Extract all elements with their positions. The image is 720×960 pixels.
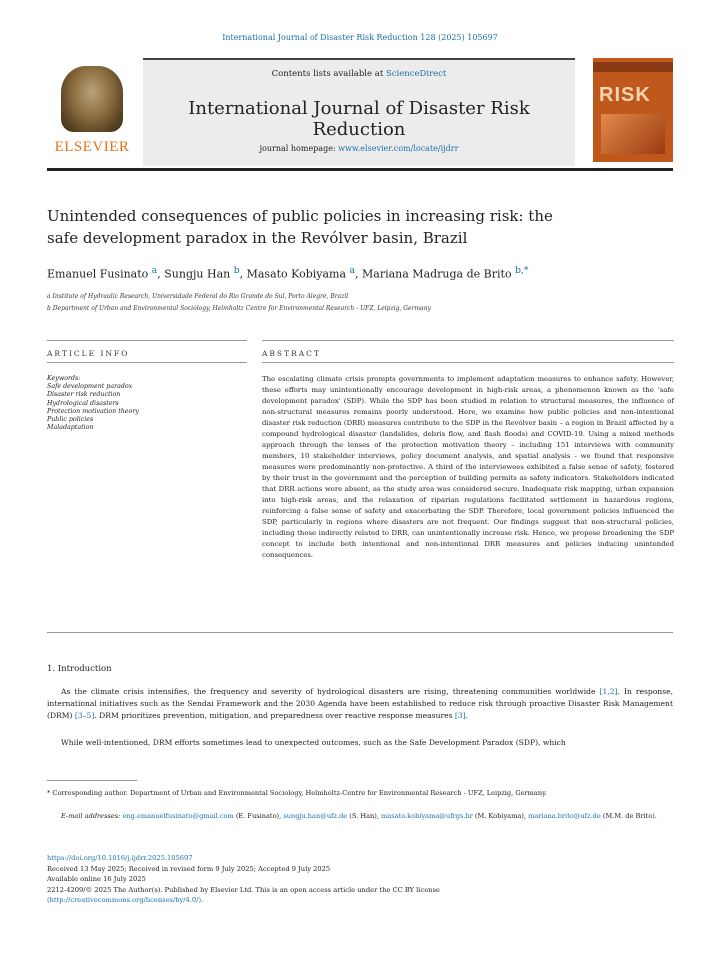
author-affiliation-mark[interactable]: a: [349, 265, 356, 276]
citation-link[interactable]: [1,2]: [599, 687, 618, 696]
elsevier-tree-icon: [61, 66, 123, 132]
article-info-rule: [47, 340, 247, 341]
abstract-text: The escalating climate crisis prompts governments to implement adaptation measures to enhance safety. However, these efforts may unintentionally encourage development in high-risk areas, a phenomenon known as the 'safe development paradox' (SDP). While the SDP has been studied in relation to structural measures, the influence of non-structural measures remains poorly understood. Here, we examine how public policies and non-intentional disaster risk reduction (DRR) measures contribute to the SDP in the Revólver basin – a region in Brazil affected by a compound hydrological disaster (landslides, debris flow, and flash floods) and COVID-19. Using a mixed methods approach through the lenses of the protection motivation theory – including 151 interviews with community members, 10 stakeholder interviews, policy document analysis, and spatial analysis - we found that responsive measures were predominantly non-protective. A third of the interviewees exhibited a false sense of safety, fostered by their trust in the government and the perception of building permits as safety indicators. Stakeholders indicated that DRR actions were absent, as the study area was considered secure. Inadequate risk mapping, urban expansion into high-risk areas, and the relaxation of riparian regulations facilitated settlement in hazardous regions, reinforcing a false sense of safety and exacerbating the SDP. Therefore, local government policies influenced the SDP, particularly in regions where disasters are not frequent. Our findings suggest that non-structural policies, including those indirectly related to DRR, can unintentionally increase risk. Hence, we propose broadening the SDP concept to include both intentional and non-intentional DRR measures and policies inducing unintended consequences.: [262, 375, 674, 559]
intro-text: . DRM prioritizes prevention, mitigation, and preparedness over reactive response measures: [94, 711, 455, 721]
author-affiliation-mark[interactable]: b: [233, 265, 240, 276]
homepage-line: [143, 144, 575, 153]
intro-text: . In response, international initiatives such as the Sendai Framework and the 2030 Agenda have been established to reduce risk through proactive Disaster Risk Management (DRM): [47, 687, 673, 721]
cover-band: [593, 62, 673, 72]
keyword-item: Safe development paradox: [47, 383, 133, 391]
journal-cover-image[interactable]: [593, 58, 673, 162]
author-affiliation-mark[interactable]: a: [151, 265, 158, 276]
copyright-line: 2212-4209/© 2025 The Author(s). Published by Elsevier Ltd. This is an open access article under the CC BY license: [47, 885, 440, 894]
affiliation-a: a Institute of Hydraulic Research, Universidade Federal do Rio Grande do Sul, Porto Alegre, Brazil: [47, 293, 349, 300]
corresponding-author-note: * Corresponding author. Department of Urban and Environmental Sociology, Helmholtz-Centre for Environmental Research - UFZ, Leipzig, Germany.: [47, 789, 548, 797]
keyword-item: Disaster risk reduction: [47, 391, 121, 399]
footnote-rule: [47, 780, 137, 781]
author-affiliation-mark[interactable]: b,*: [515, 265, 529, 276]
affiliation-b: b Department of Urban and Environmental Sociology, Helmholtz Centre for Environmental Research - UFZ, Leipzig, Germany: [47, 305, 431, 312]
journal-masthead: [47, 58, 673, 168]
introduction-paragraph-1: [47, 686, 673, 723]
journal-title-box: [143, 58, 575, 166]
homepage-prefix: journal homepage:: [259, 144, 339, 153]
sciencedirect-link[interactable]: ScienceDirect: [385, 69, 447, 79]
citation-link[interactable]: [3–5]: [74, 711, 95, 721]
author-name[interactable]: Masato Kobiyama: [246, 267, 347, 281]
introduction-paragraph-2: [47, 737, 673, 749]
author-name[interactable]: Sungju Han: [164, 267, 231, 281]
author-name[interactable]: Mariana Madruga de Brito: [362, 267, 512, 281]
keyword-item: Hydrological disasters: [47, 399, 119, 407]
abstract-rule: [262, 340, 674, 341]
contents-line: [143, 69, 575, 79]
email-link[interactable]: masato.kobiyama@ufrgs.br: [381, 812, 473, 820]
introduction-heading: 1. Introduction: [47, 664, 112, 674]
keywords-block: [47, 375, 197, 432]
email-label: E-mail addresses:: [61, 812, 121, 820]
email-link[interactable]: mariana.brito@ufz.de: [528, 812, 601, 820]
available-online: Available online 16 July 2025: [47, 875, 146, 883]
email-link[interactable]: sungju.han@ufz.de: [283, 812, 348, 820]
author-list: Emanuel Fusinato $^a$, Sungju Han $^b$, Masato Kobiyama $^a$, Mariana Madruga de Brito $^{b,*}$: [47, 265, 529, 281]
homepage-link[interactable]: www.elsevier.com/locate/ijdrr: [338, 144, 459, 153]
cover-word: RISK: [599, 84, 651, 106]
email-owner: (S. Han),: [347, 812, 382, 820]
top-citation[interactable]: International Journal of Disaster Risk Reduction 128 (2025) 105697: [222, 33, 498, 42]
email-owner: (E. Fusinato),: [233, 812, 284, 820]
journal-name: International Journal of Disaster Risk Reduction: [188, 98, 530, 140]
paper-title-line2: safe development paradox in the Revólver basin, Brazil: [47, 229, 468, 247]
abstract-subrule: [262, 362, 674, 363]
contents-prefix: Contents lists available at: [271, 69, 386, 79]
pub-info: [47, 853, 673, 906]
elsevier-logo[interactable]: [47, 60, 137, 162]
keyword-item: Protection motivation theory: [47, 407, 139, 415]
email-owner: (M.M. de Brito).: [600, 812, 657, 820]
citation-link[interactable]: [3]: [454, 711, 466, 721]
abstract-end-rule: [47, 632, 673, 633]
email-owner: (M. Kobiyama),: [472, 812, 529, 820]
email-link[interactable]: eng.emanuelfusinato@gmail.com: [122, 812, 234, 820]
elsevier-wordmark: ELSEVIER: [54, 139, 130, 155]
author-name[interactable]: Emanuel Fusinato: [47, 267, 149, 281]
paper-title-line1: Unintended consequences of public policies in increasing risk: the: [47, 207, 553, 225]
keywords-label: Keywords:: [47, 375, 81, 382]
license-link[interactable]: (http://creativecommons.org/licenses/by/4.0/): [47, 896, 202, 904]
email-addresses-note: [47, 811, 673, 822]
doi-link[interactable]: https://doi.org/10.1016/j.ijdrr.2025.105697: [47, 854, 193, 862]
abstract-heading: ABSTRACT: [262, 349, 321, 358]
cover-artwork: [601, 114, 665, 154]
article-info-heading: ARTICLE INFO: [47, 349, 130, 358]
license-line: [47, 895, 673, 906]
intro-text: .: [465, 711, 469, 721]
license-end: .: [201, 896, 204, 904]
keyword-item: Maladaptation: [47, 424, 94, 432]
paper-title: [47, 205, 607, 249]
keyword-item: Public policies: [47, 416, 94, 424]
received-dates: Received 13 May 2025; Received in revised form 9 July 2025; Accepted 9 July 2025: [47, 864, 331, 873]
intro-text: As the climate crisis intensifies, the frequency and severity of hydrological disasters are rising, threatening communities worldwide: [61, 687, 600, 696]
intro-text: While well-intentioned, DRM efforts sometimes lead to unexpected outcomes, such as the Safe Development Paradox (SDP), which: [61, 738, 566, 747]
article-info-subrule: [47, 362, 247, 363]
masthead-rule: [47, 168, 673, 171]
